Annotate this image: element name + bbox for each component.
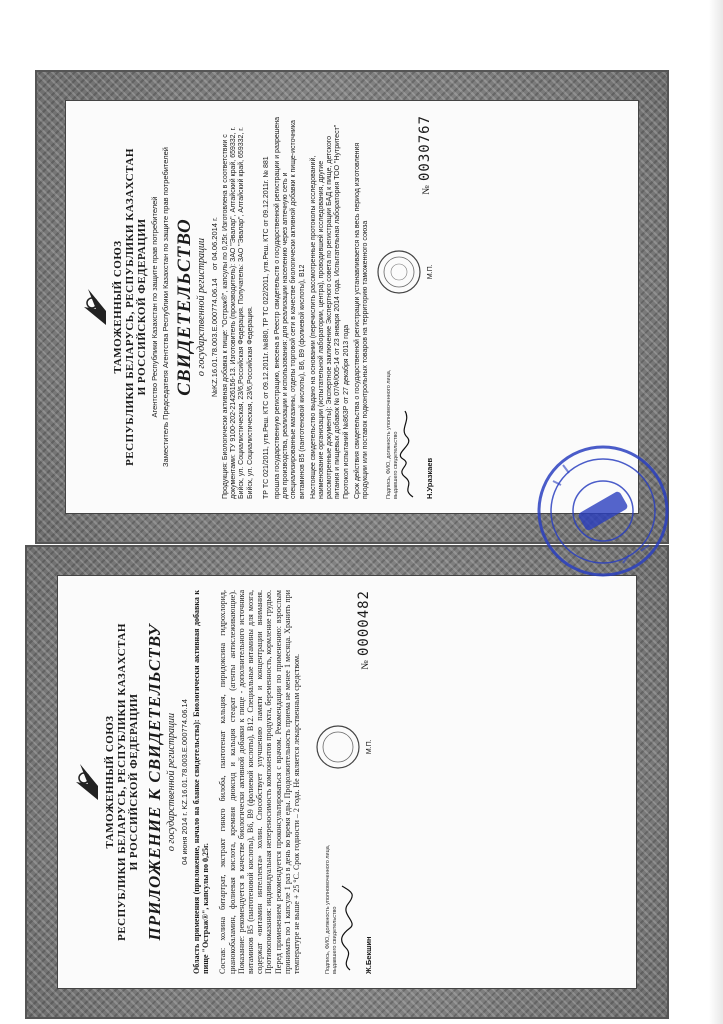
- agency-line-1: Агентство Республики Казахстан по защите прав потребителей: [150, 196, 159, 418]
- appendix-registration-line: 04 июня 2014 г. KZ.16.01.78.003.Е.000774.06.14: [180, 699, 189, 865]
- registration-date: от 04.06.2014 г.: [210, 217, 219, 271]
- validity-text: Срок действия свидетельства о государственной регистрации устанавливается на весь период изготовления продукции или поставок подконтрольных товаров на территорию таможенного союза: [353, 142, 370, 499]
- scan-edge: [709, 0, 723, 1024]
- appendix-serial-prefix: №: [360, 660, 372, 670]
- appendix-serial-number: 0000482: [356, 590, 373, 657]
- serial-block: [416, 115, 434, 195]
- appendix-header-line-2: РЕСПУБЛИКИ БЕЛАРУСЬ, РЕСПУБЛИКИ КАЗАХСТАН: [116, 623, 128, 941]
- appendix-signature-row: [315, 590, 373, 974]
- serial-prefix: №: [421, 185, 433, 195]
- appendix-signature-caption: Подпись, ФИО, должность уполномоченного лица, выдавшего свидетельство: [325, 844, 338, 974]
- appendix-sheet: [57, 575, 637, 989]
- handwritten-signature-icon: [399, 409, 417, 499]
- round-seal-stamp-icon: [533, 441, 673, 581]
- compliance-text: ТР ТС 021/2011, утв.Реш. КТС от 09.12.2011г. №880, ТР ТС 022/2011, утв.Реш. КТС от 09.12.2011г. № 881: [262, 156, 270, 499]
- round-seal-icon: [376, 249, 422, 295]
- appendix-composition-text: Состав: холина битартрат, экстракт гинкго билоба, пантотенат кальция, пиридоксина гидрохлорид, цианокобаламин, фолиевая кислота, кремния диоксид и кальция стеарат (агенты антислеживающие). Показание: рекомендуется в качестве биологически активной добавки к пище - дополнительного источника витаминов В5 (пантотеновой кислоты), В6, В9 (фолиевой кислоты), В12. Специальные витамины для мозга, содержат «витамин интеллекта» холин. Способствует улучшению памяти и концентрации внимания. Противопоказания: индивидуальная непереносимость компонентов продукта, беременность, кормление грудью. Перед применением рекомендуется проконсультироваться с врачом. Рекомендации по применению: взрослым принимать по 1 капсуле 1 раз в день во время еды. Продолжительность приема не менее 1 месяца. Хранить при температуре не выше + 25 °С. Срок годности – 2 года. Не является лекарственным средством.: [218, 590, 302, 974]
- registration-line: [210, 115, 219, 499]
- signer-name: Н.Уразкаев: [425, 457, 435, 499]
- appendix-header-line-1: ТАМОЖЕННЫЙ СОЮЗ: [104, 715, 116, 849]
- appendix-subtitle: о государственной регистрации: [166, 712, 177, 852]
- product-text: Продукция: Биологически активная добавка к пище: "Остраж®", капсулы по 0,25г. Изготовлена в соответствии с документами: ТУ 9100-202-21426156-13. Изготовитель (производитель): ЗАО "Эвалар", Алтайский край, 659332, г. Бийск, ул. Социалистическая, 23/6,Российская Федерация. Получатель: ЗАО "Эвалар", Алтайский край, 659332, г. Бийск, ул. Социалистическая, 23/6,Российская Федерация.: [222, 126, 254, 499]
- handwritten-signature-icon: [338, 884, 356, 974]
- seal-placeholder: [376, 249, 434, 295]
- appendix-rotated: [58, 576, 636, 988]
- appendix-signature-block: [325, 824, 373, 974]
- certificate-subtitle: о государственной регистрации: [196, 237, 207, 377]
- basis-text: Настоящее свидетельство выдано на основании (перечислить рассмотренные протоколы исследований, наименование организации (испытательной лаборатории, центра), проводившей исследования, другие рассмотренные документы): Экспертное заключение Экспертного совета по регистрации БАД к пище, детского питания и пищевых добавок № 07/Ф/005-14 от 23 января 2014 года. Испытательная лаборатория ТОО "Нутритест" Протокол испытаний №863Р от 27 декабря 2013 года: [309, 124, 350, 499]
- signature-caption: Подпись, ФИО, должность уполномоченного лица, выдавшего свидетельство: [386, 369, 399, 499]
- appendix-signer-name: Ж.Бекшин: [364, 936, 374, 974]
- header-line-2: РЕСПУБЛИКИ БЕЛАРУСЬ, РЕСПУБЛИКИ КАЗАХСТАН: [124, 148, 136, 466]
- round-seal-icon: [315, 724, 361, 770]
- appendix-serial-block: [355, 590, 373, 670]
- certificate-title: СВИДЕТЕЛЬСТВО: [174, 218, 195, 396]
- appendix-header-line-3: И РОССИЙСКОЙ ФЕДЕРАЦИИ: [128, 693, 140, 871]
- signature-block: [386, 349, 434, 499]
- registration-number: №KZ.16.01.78.003.Е.000774.06.14: [210, 278, 219, 397]
- appendix-content: [58, 576, 636, 988]
- appendix-seal-placeholder: [315, 724, 373, 770]
- header-line-3: И РОССИЙСКОЙ ФЕДЕРАЦИИ: [136, 218, 148, 396]
- agency-line-2: Заместитель Председателя Агентства Республики Казахстан по защите прав потребителей: [161, 147, 170, 467]
- customs-union-emblem-icon: [80, 285, 110, 329]
- serial-number: 0030767: [417, 115, 434, 182]
- mp-label: М.П.: [427, 264, 435, 280]
- header-line-1: ТАМОЖЕННЫЙ СОЮЗ: [112, 240, 124, 374]
- appendix-scope-text: Область применения (приложение, начало на бланке свидетельства): Биологически активная добавка к пище "Остраж®", капсулы по 0,25г.: [192, 590, 211, 974]
- signature-row: [376, 115, 434, 499]
- certificate-appendix: [25, 545, 669, 1019]
- scope-text: прошла государственную регистрацию, внесена в Реестр свидетельств о государственной регистрации и разрешена для производства, реализации и использования: для реализации населению через аптечную сеть и специализированные магазины, отделы торговой сети в качестве биологически активной добавки к пище-источника витаминов В5 (пантотеновой кислоты), В6, В9 (фолиевой кислоты), В12: [274, 116, 306, 499]
- customs-union-emblem-icon: [72, 760, 102, 804]
- appendix-title: ПРИЛОЖЕНИЕ К СВИДЕТЕЛЬСТВУ: [145, 623, 164, 941]
- appendix-mp-label: М.П.: [366, 739, 374, 755]
